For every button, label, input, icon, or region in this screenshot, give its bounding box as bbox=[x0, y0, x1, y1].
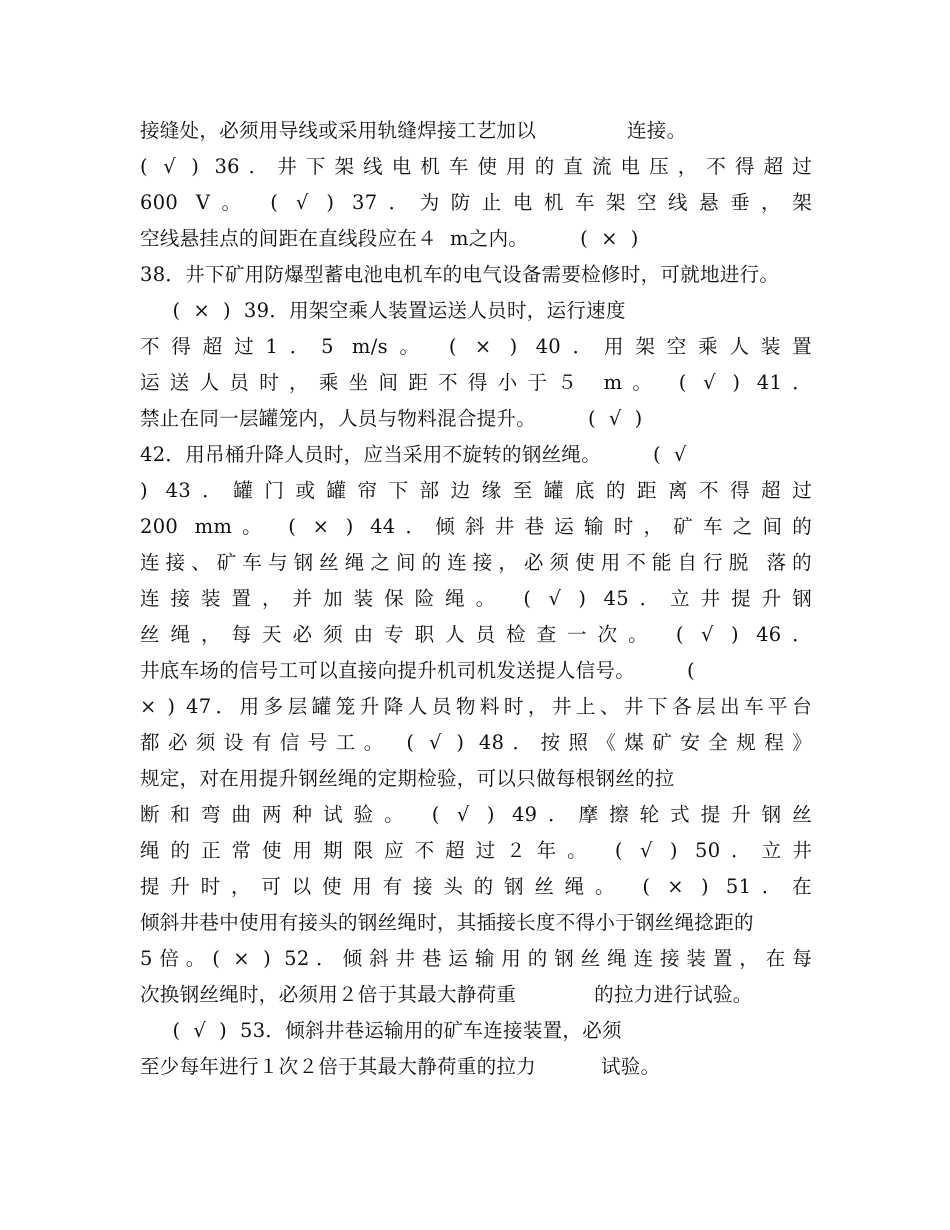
text-line: 至少每年进行１次２倍于其最大静荷重的拉力 试验。 bbox=[140, 1055, 661, 1078]
text-line: 200 mm。 ( × ) 44．倾斜井巷运输时，矿车之间的 bbox=[140, 515, 812, 538]
text-line: 38．井下矿用防爆型蓄电池电机车的电气设备需要检修时，可就地进行。 bbox=[140, 263, 780, 286]
text-line: 断和弯曲两种试验。 ( √ ) 49．摩擦轮式提升钢丝 bbox=[140, 803, 812, 826]
text-line: 次换钢丝绳时，必须用２倍于其最大静荷重 的拉力进行试验。 bbox=[140, 983, 753, 1006]
text-line: 禁止在同一层罐笼内，人员与物料混合提升。 ( √ ) bbox=[140, 407, 643, 430]
text-line: 不得超过1．5 m/s。 ( × ) 40．用架空乘人装置 bbox=[140, 335, 812, 358]
text-line: 绳的正常使用期限应不超过２年。 ( √ ) 50．立井 bbox=[140, 839, 812, 862]
text-line: 连接、矿车与钢丝绳之间的连接，必须使用不能自行脱 落的 bbox=[140, 551, 812, 574]
text-line: 接缝处，必须用导线或采用轨缝焊接工艺加以 连接。 bbox=[140, 119, 687, 142]
text-line: 井底车场的信号工可以直接向提升机司机发送提人信号。 ( bbox=[140, 659, 695, 682]
text-line: 600 V。 ( √ ) 37．为防止电机车架空线悬垂，架 bbox=[140, 191, 812, 214]
text-line: ( √ ) 36．井下架线电机车使用的直流电压，不得超过 bbox=[140, 155, 812, 178]
text-line: 提升时，可以使用有接头的钢丝绳。 ( × ) 51．在 bbox=[140, 875, 812, 898]
text-line: 空线悬挂点的间距在直线段应在４ m之内。 ( × ) bbox=[140, 227, 639, 250]
text-line: ( × ) 39．用架空乘人装置运送人员时，运行速度 bbox=[140, 299, 626, 322]
text-line: 倾斜井巷中使用有接头的钢丝绳时，其插接长度不得小于钢丝绳捻距的 bbox=[140, 911, 754, 934]
text-line: 都必须设有信号工。 ( √ ) 48．按照《煤矿安全规程》 bbox=[140, 731, 812, 754]
text-line: 连接装置，并加装保险绳。 ( √ ) 45．立井提升钢 bbox=[140, 587, 812, 610]
text-line: ( √ ) 53．倾斜井巷运输用的矿车连接装置，必须 bbox=[140, 1019, 622, 1042]
text-line: 5倍。( × ) 52．倾斜井巷运输用的钢丝绳连接装置，在每 bbox=[140, 947, 812, 970]
text-line: 规定，对在用提升钢丝绳的定期检验，可以只做每根钢丝的拉 bbox=[140, 767, 675, 790]
text-line: × ) 47．用多层罐笼升降人员物料时，井上、井下各层出车平台 bbox=[140, 695, 812, 718]
text-line: 42．用吊桶升降人员时，应当采用不旋转的钢丝绳。 ( √ bbox=[140, 443, 687, 466]
text-line: ) 43．罐门或罐帘下部边缘至罐底的距离不得超过 bbox=[140, 479, 812, 502]
text-line: 丝绳，每天必须由专职人员检查一次。 ( √ ) 46． bbox=[140, 623, 812, 646]
text-line: 运送人员时，乘坐间距不得小于５ m。 ( √ ) 41． bbox=[140, 371, 812, 394]
